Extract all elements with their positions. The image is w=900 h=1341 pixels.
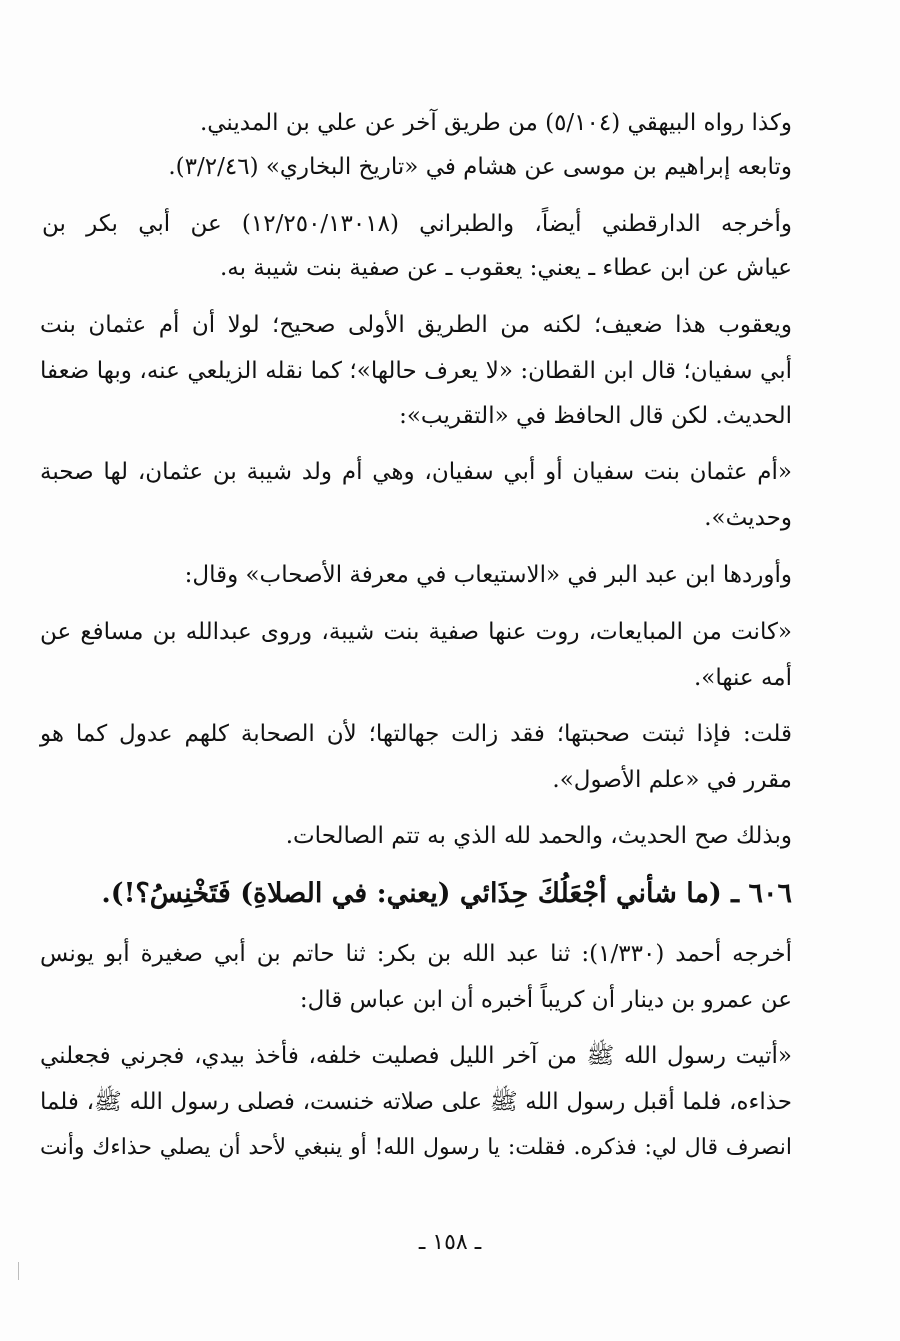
quote-line-2: وحديث». bbox=[704, 505, 792, 531]
text-line-7: الحديث. لكن قال الحافظ في «التقريب»: bbox=[399, 403, 792, 429]
page-number: ـ ١٥٨ ـ bbox=[418, 1230, 482, 1255]
text-line-4: عياش عن ابن عطاء ـ يعني: يعقوب ـ عن صفية بنت شيبة به. bbox=[219, 255, 792, 281]
scan-edge-mark bbox=[18, 1262, 19, 1280]
text-line-12: أخرجه أحمد (١/٣٣٠): ثنا عبد الله بن بكر: ثنا حاتم بن أبي صغيرة أبو يونس bbox=[40, 941, 793, 967]
quote-line-3: «كانت من المبايعات، روت عنها صفية بنت شيبة، وروى عبدالله بن مسافع عن bbox=[40, 619, 792, 645]
text-line-10: مقرر في «علم الأصول». bbox=[552, 767, 792, 793]
text-line-6: أبي سفيان؛ قال ابن القطان: «لا يعرف حالها»؛ كما نقله الزيلعي عنه، وبها ضعفا bbox=[40, 358, 792, 384]
text-line-1: وكذا رواه البيهقي (٥/١٠٤) من طريق آخر عن علي بن المديني. bbox=[199, 110, 792, 136]
text-line-11: وبذلك صح الحديث، والحمد لله الذي به تتم الصالحات. bbox=[285, 823, 792, 849]
quote-line-5: «أتيت رسول الله ﷺ من آخر الليل فصليت خلفه، فأخذ بيدي، فجرني فجعلني bbox=[40, 1043, 792, 1069]
text-line-13: عن عمرو بن دينار أن كريباً أخبره أن ابن عباس قال: bbox=[299, 987, 792, 1013]
hadith-heading: ٦٠٦ ـ (ما شأني أجْعَلُكَ حِذَائي (يعني: في الصلاةِ) فَتَخْنِسُ؟!). bbox=[101, 878, 792, 909]
quote-line-4: أمه عنها». bbox=[693, 665, 792, 691]
text-line-2: وتابعه إبراهيم بن موسى عن هشام في «تاريخ البخاري» (٣/٢/٤٦). bbox=[168, 154, 792, 180]
quote-line-6: حذاءه، فلما أقبل رسول الله ﷺ على صلاته خنست، فصلى رسول الله ﷺ، فلما bbox=[40, 1089, 792, 1115]
text-line-8: وأوردها ابن عبد البر في «الاستيعاب في معرفة الأصحاب» وقال: bbox=[184, 562, 792, 588]
text-line-9: قلت: فإذا ثبتت صحبتها؛ فقد زالت جهالتها؛ لأن الصحابة كلهم عدول كما هو bbox=[40, 721, 792, 747]
text-line-3: وأخرجه الدارقطني أيضاً، والطبراني (١٢/٢٥٠/١٣٠١٨) عن أبي بكر بن bbox=[42, 211, 792, 237]
quote-line-7: انصرف قال لي: فذكره. فقلت: يا رسول الله! أو ينبغي لأحد أن يصلي حذاءك وأنت bbox=[40, 1135, 792, 1160]
text-line-5: ويعقوب هذا ضعيف؛ لكنه من الطريق الأولى صحيح؛ لولا أن أم عثمان بنت bbox=[40, 312, 792, 338]
quote-line-1: «أم عثمان بنت سفيان أو أبي سفيان، وهي أم ولد شيبة بن عثمان، لها صحبة bbox=[40, 459, 792, 485]
